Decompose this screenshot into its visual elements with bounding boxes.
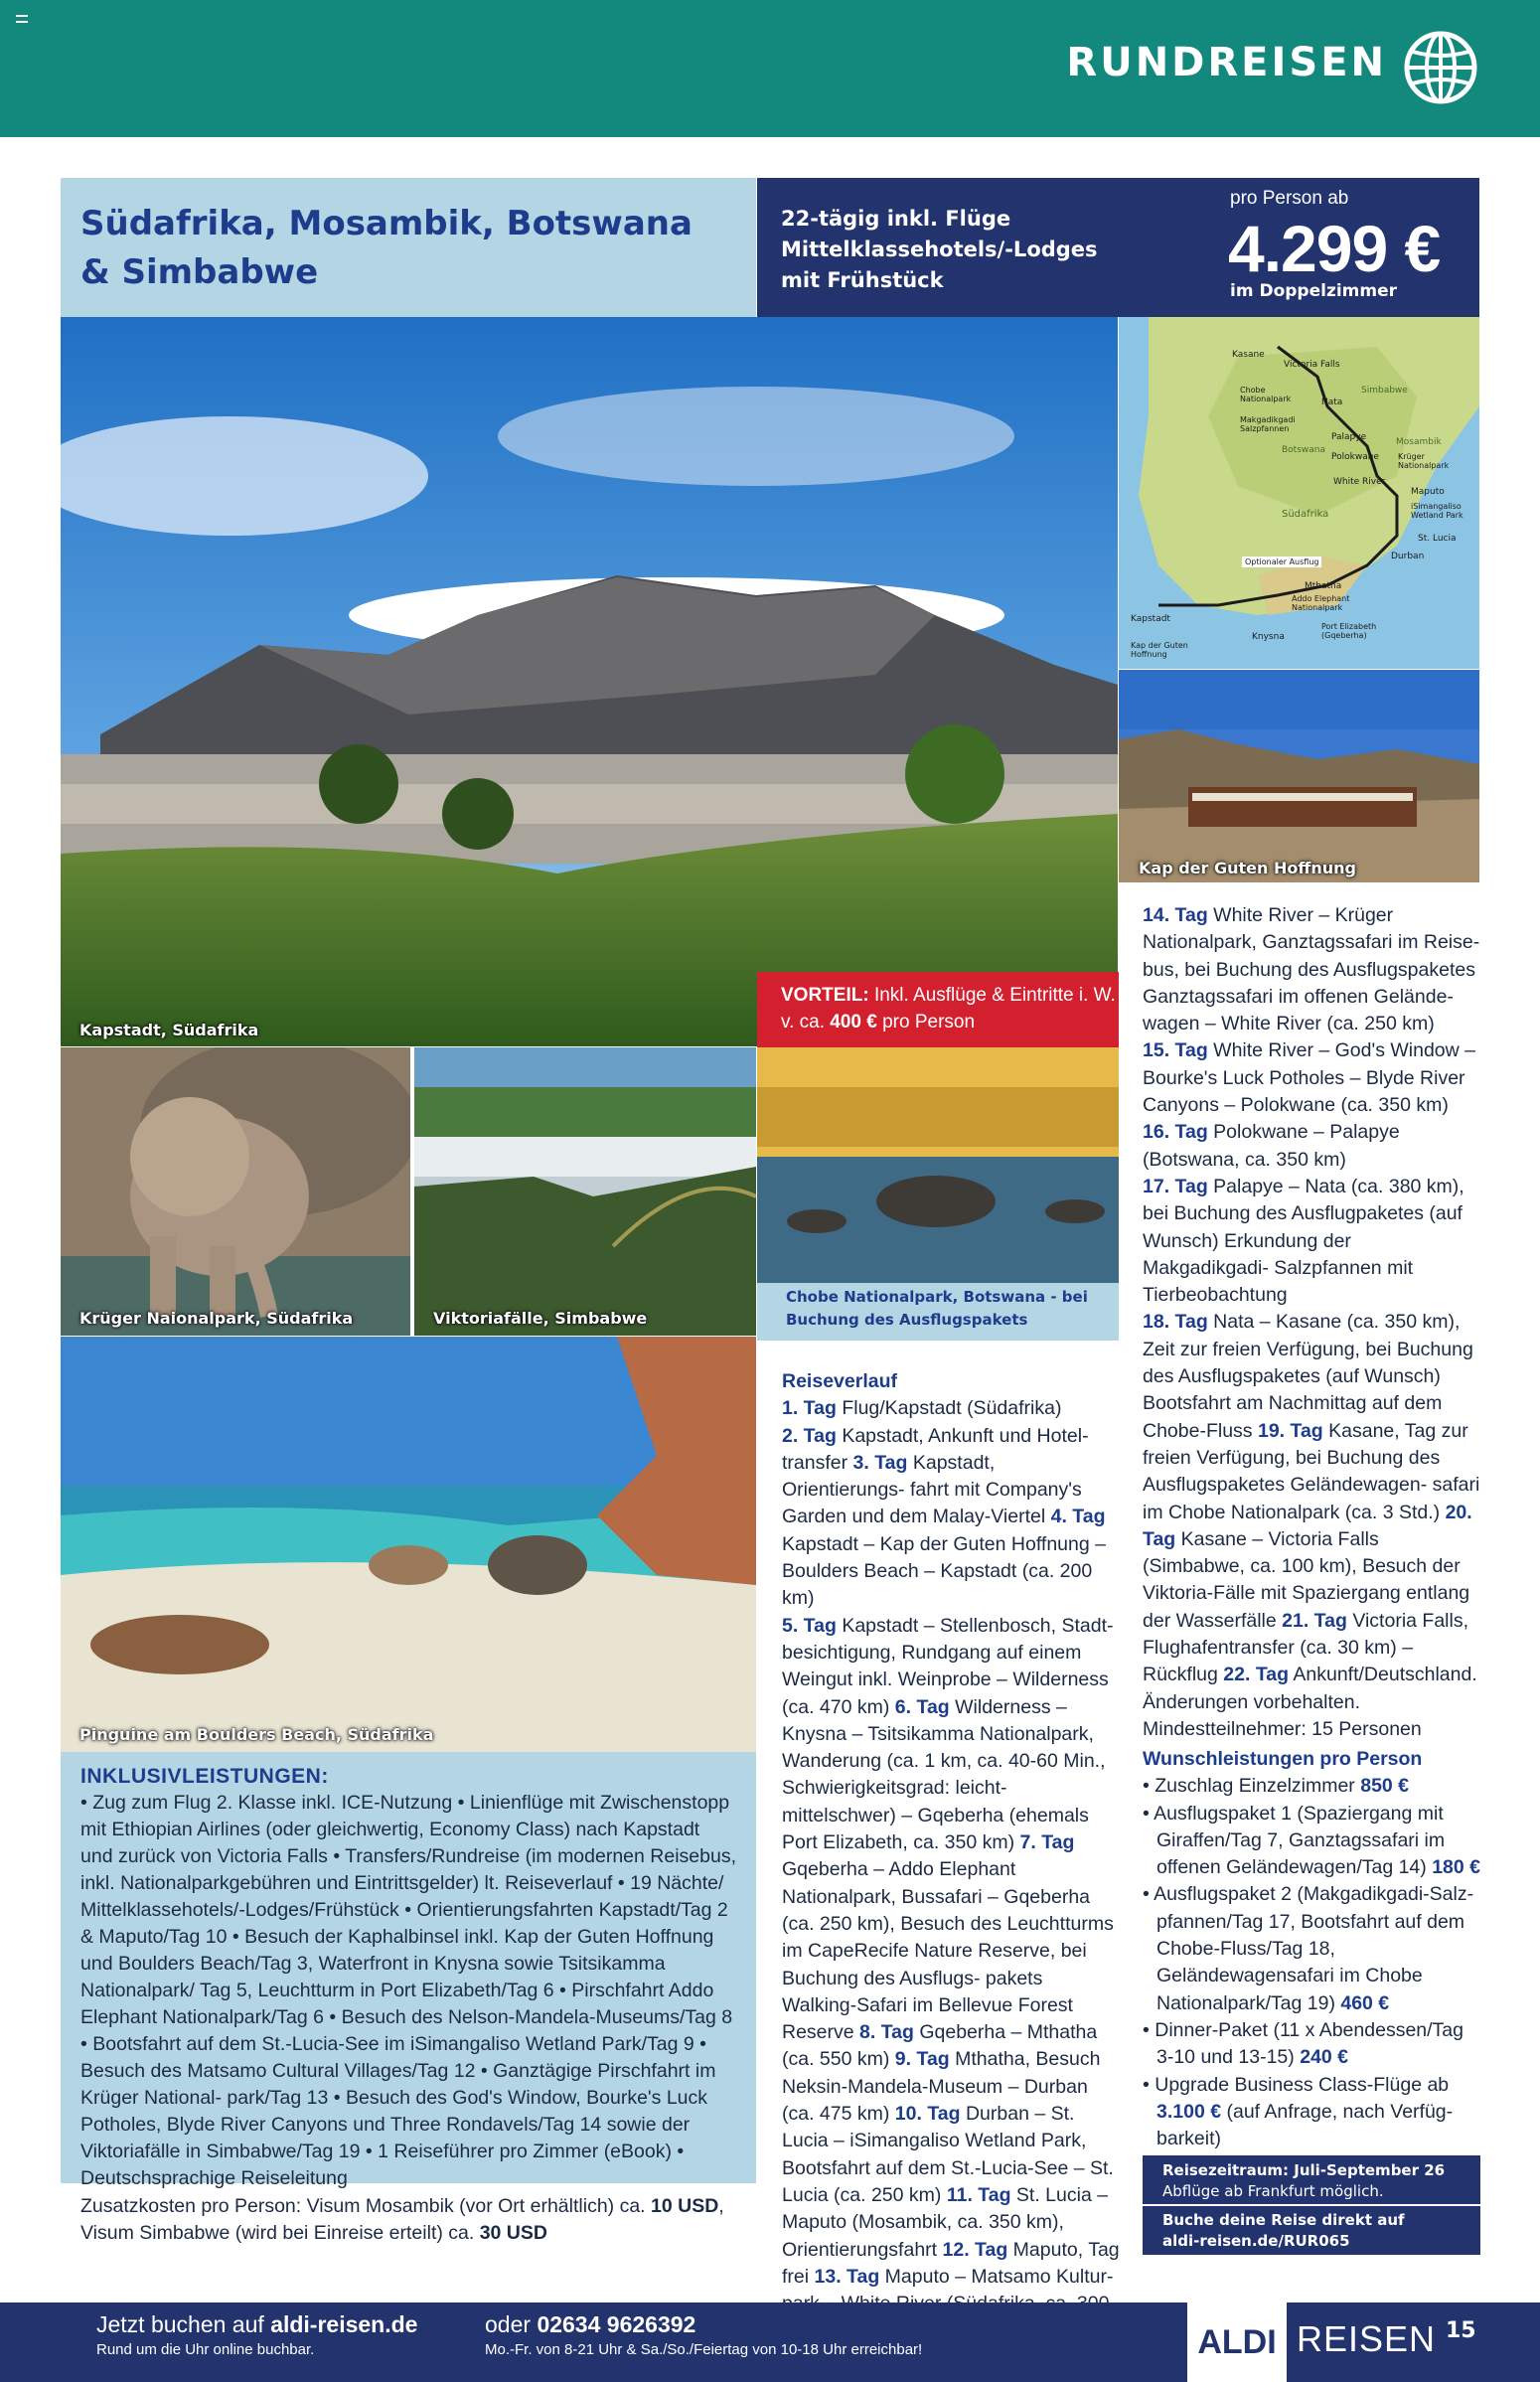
photo-caption-capetown: Kapstadt, Südafrika xyxy=(79,1021,259,1039)
map-label: Kap der Guten Hoffnung xyxy=(1131,641,1188,659)
price-box xyxy=(1230,178,1479,317)
map-label: Maputo xyxy=(1411,487,1445,497)
day-label: 4. Tag xyxy=(1050,1506,1106,1528)
reisezeit-title: Reisezeitraum: Juli-September 26 xyxy=(1162,2161,1446,2179)
footer-hours: Mo.-Fr. von 8-21 Uhr & Sa./So./Feiertag von 10-18 Uhr erreichbar! xyxy=(485,2341,923,2358)
map-label: White River xyxy=(1333,477,1386,487)
wunsch-price: 3.100 € xyxy=(1156,2100,1222,2123)
price: 4.299 € xyxy=(1228,212,1441,285)
wunsch-price: 850 € xyxy=(1360,1775,1410,1798)
reisezeit-sub: Abflüge ab Frankfurt möglich. xyxy=(1162,2182,1384,2200)
day-text: Victoria Falls, Flughafentransfer (ca. 30 km) – Rückflug xyxy=(1143,1609,1469,1686)
zusatzkosten xyxy=(80,2193,736,2247)
map-label: Mthatha xyxy=(1305,581,1342,591)
list-item xyxy=(1143,2017,1482,2072)
min-participants: Mindestteilnehmer: 15 Personen xyxy=(1143,1717,1422,1740)
page-number: 15 xyxy=(1446,2318,1476,2343)
offer-features: 22-tägig inkl. Flüge Mittelklassehotels/-Lodges mit Frühstück xyxy=(781,207,1098,292)
zusatz-text: Zusatzkosten pro Person: Visum Mosambik (vor Ort erhältlich) ca. xyxy=(80,2195,652,2217)
day-text: Ankunft/Deutschland. xyxy=(1289,1664,1477,1686)
footer-phone xyxy=(485,2311,695,2338)
day-label: 5. Tag xyxy=(782,1614,837,1637)
itinerary-text-1 xyxy=(782,1395,1120,2344)
wunsch-text: • Zuschlag Einzelzimmer xyxy=(1143,1775,1361,1798)
photo-cape xyxy=(1119,670,1479,882)
aldi-logo: ALDI xyxy=(1187,2303,1287,2382)
list-item xyxy=(1143,1801,1482,1882)
day-label: 2. Tag xyxy=(782,1424,837,1447)
photo-elephant xyxy=(61,1047,410,1336)
itinerary-column-1 xyxy=(782,1368,1120,2345)
map-label: Krüger Nationalpark xyxy=(1398,452,1450,470)
day-text: Kapstadt, Orientierungs- fahrt mit Company's Garden und dem Malay-Viertel xyxy=(782,1451,1082,1528)
section-title: RUNDREISEN xyxy=(1066,40,1387,85)
day-label: 16. Tag xyxy=(1143,1121,1208,1144)
day-text: White River – God's Window – Bourke's Luck Potholes – Blyde River Canyons – Polokwane (ca. 350 km) xyxy=(1143,1039,1475,1117)
day-label: 10. Tag xyxy=(894,2103,961,2126)
day-text: Maputo – Matsamo Kultur- xyxy=(884,2265,1114,2288)
map-label: Kapstadt xyxy=(1131,614,1170,624)
vorteil-amount: 400 € xyxy=(830,1012,877,1032)
day-text: Wilderness – Knysna – Tsitsikamma Nationalpark, Wanderung (ca. 1 km, ca. 40-60 Min., Schwierigkeitsgrad: leicht-mittelschwer) – Gqeberha (ehemals Port Elizabeth, ca. 350 km) xyxy=(782,1695,1106,1854)
price-prefix: pro Person ab xyxy=(1230,188,1349,209)
map-label: Kasane xyxy=(1232,350,1265,360)
map-label: Makgadikgadi Salzpfannen xyxy=(1240,415,1296,433)
wunsch-price: 180 € xyxy=(1432,1856,1481,1879)
map-label: Südafrika xyxy=(1282,509,1329,520)
day-text: White River – Krüger Nationalpark, Ganztagssafari im Reise- bus, bei Buchung des Ausflugspaketes Ganztagssafari im offenen Gelände- wagen – White River (ca. 250 km) xyxy=(1143,904,1480,1035)
inklusiv-heading: INKLUSIVLEISTUNGEN: xyxy=(80,1765,329,1788)
day-label: 13. Tag xyxy=(814,2265,880,2288)
vorteil-suffix: pro Person xyxy=(876,1012,976,1032)
vorteil-banner xyxy=(757,972,1119,1047)
map-label: St. Lucia xyxy=(1418,534,1457,544)
wunsch-price: 460 € xyxy=(1340,1991,1390,2014)
day-text: Kasane, Tag zur freien Verfügung, bei Buchung des Ausflugspaketes Geländewagen- safari im Chobe Nationalpark (ca. 3 Std.) xyxy=(1143,1419,1480,1523)
phone-number[interactable]: 02634 9626392 xyxy=(537,2311,696,2337)
wunsch-text: • Ausflugspaket 1 (Spaziergang mit Giraffen/Tag 7, Ganztagssafari im offenen Geländewagen/Tag 14) xyxy=(1143,1802,1446,1879)
zusatz-amount: 30 USD xyxy=(479,2222,547,2244)
offer-title-box xyxy=(61,178,756,317)
vorteil-label: VORTEIL: xyxy=(781,985,869,1006)
day-label: 3. Tag xyxy=(852,1451,908,1474)
day-text: Polokwane – Palapye (Botswana, ca. 350 km) xyxy=(1143,1121,1400,1171)
day-label: 1. Tag xyxy=(782,1397,837,1420)
map-label: Botswana xyxy=(1282,445,1325,455)
map-label: Polokwane xyxy=(1331,452,1379,462)
wunsch-after: (auf Anfrage, nach Verfüg- barkeit) xyxy=(1156,2100,1454,2150)
map-legend: Optionaler Ausflug xyxy=(1242,556,1321,567)
map-label: Chobe Nationalpark xyxy=(1240,386,1292,403)
day-label: 17. Tag xyxy=(1143,1175,1208,1197)
day-label: 9. Tag xyxy=(894,2048,950,2071)
menu-icon[interactable] xyxy=(16,15,28,23)
list-item xyxy=(1143,2072,1482,2153)
divider xyxy=(1143,2204,1480,2206)
day-text: Flug/Kapstadt (Südafrika) xyxy=(836,1397,1062,1420)
day-text: Mthatha, Besuch Neksin-Mandela-Museum – Durban (ca. 475 km) xyxy=(782,2048,1101,2126)
itinerary-note: Änderungen vorbehalten. xyxy=(1143,1690,1361,1713)
day-text: Gqeberha – Addo Elephant Nationalpark, Bussafari – Gqeberha (ca. 250 km), Besuch des Leuchtturms im CapeRecife Nature Reserve, bei Buchung des Ausflugs- pakets Walking-Safari im Bellevue Forest Reserve xyxy=(782,1858,1114,2044)
wunsch-text: • Upgrade Business Class-Flüge ab xyxy=(1143,2073,1450,2096)
photo-beach xyxy=(61,1337,756,1752)
photo-caption-elephant: Krüger Naionalpark, Südafrika xyxy=(79,1309,354,1328)
map-label: Palapye xyxy=(1331,432,1367,442)
day-text: Kapstadt – Kap der Guten Hoffnung – Boulders Beach – Kapstadt (ca. 200 km) xyxy=(782,1532,1106,1610)
photo-chobe xyxy=(757,1047,1119,1283)
inklusiv-text: • Zug zum Flug 2. Klasse inkl. ICE-Nutzung • Linienflüge mit Zwischenstopp mit Ethiopian Airlines (oder gleichwertig, Economy Class) nach Kapstadt und zurück von Victoria Falls • Transfers/Rundreise (im modernen Reisebus, inkl. Nationalparkgebühren und Eintrittsgelder) lt. Reiseverlauf • 19 Nächte/ Mittelklassehotels/-Lodges/Frühstück • Orientierungsfahrten Kapstadt/Tag 2 & Maputo/Tag 10 • Besuch der Kaphalbinsel inkl. Kap der Guten Hoffnung und Boulders Beach/Tag 3, Waterfront in Knysna sowie Tsitsikamma Nationalpark/ Tag 5, Leuchtturm in Port Elizabeth/Tag 6 • Pirschfahrt Addo Elephant Nationalpark/Tag 6 • Besuch des Nelson-Mandela-Museums/Tag 8 • Bootsfahrt auf dem St.-Lucia-See im iSimangaliso Wetland Park/Tag 9 • Besuch des Matsamo Cultural Villages/Tag 12 • Ganztägige Pirschfahrt im Krüger National- park/Tag 13 • Besuch des God's Window, Bourke's Luck Potholes, Blyde River Canyons und Three Rondavels/Tag 14 sowie der Viktoriafälle in Simbabwe/Tag 19 • 1 Reiseführer pro Zimmer (eBook) • Deutschsprachige Reiseleitung xyxy=(80,1792,737,2189)
day-label: 18. Tag xyxy=(1143,1311,1208,1334)
footer-text: Jetzt buchen auf xyxy=(96,2311,271,2337)
price-suffix: im Doppelzimmer xyxy=(1230,281,1398,301)
footer-booking xyxy=(96,2311,417,2338)
day-label: 7. Tag xyxy=(1019,1831,1075,1854)
map-label: Durban xyxy=(1391,552,1425,561)
zusatz-text: , Visum Simbabwe (wird bei Einreise erteilt) ca. xyxy=(80,2195,724,2244)
booking-link[interactable]: aldi-reisen.de/RUR065 xyxy=(1162,2232,1350,2250)
day-text: Durban – St. Lucia – iSimangaliso Wetland Park, Bootsfahrt auf dem St.-Lucia-See – St. Lucia (ca. 250 km) xyxy=(782,2103,1114,2206)
photo-caption-chobe: Chobe Nationalpark, Botswana - bei Buchung des Ausflugspakets xyxy=(757,1283,1119,1341)
day-label: 20. Tag xyxy=(1143,1501,1472,1550)
day-label: 14. Tag xyxy=(1143,904,1208,926)
offer-features-box xyxy=(757,178,1230,317)
day-label: 22. Tag xyxy=(1223,1664,1290,1686)
wunsch-text: • Dinner-Paket (11 x Abendessen/Tag 3-10 und 13-15) xyxy=(1143,2018,1463,2069)
map-label: iSimangaliso Wetland Park xyxy=(1411,502,1463,520)
footer-site-link[interactable]: aldi-reisen.de xyxy=(270,2311,418,2337)
day-label: 19. Tag xyxy=(1257,1419,1323,1442)
map-label: Addo Elephant Nationalpark xyxy=(1292,594,1350,612)
globe-icon xyxy=(1403,30,1478,105)
vorteil-text: Inkl. Ausflüge & Eintritte i. W. v. ca. xyxy=(781,985,1116,1032)
day-text: St. Lucia – Maputo (Mosambik, ca. 350 km), Orientierungsfahrt xyxy=(782,2183,1109,2261)
photo-capetown xyxy=(61,317,1118,1046)
photo-falls xyxy=(414,1047,756,1336)
reisen-logo: REISEN xyxy=(1297,2318,1437,2359)
wunschleistungen xyxy=(1143,1746,1482,2152)
day-label: 15. Tag xyxy=(1143,1039,1208,1062)
footer-text: oder xyxy=(485,2311,538,2337)
map-label: Nata xyxy=(1321,397,1343,407)
map-label: Mosambik xyxy=(1396,437,1442,447)
wunsch-text: • Ausflugspaket 2 (Makgadikgadi-Salz- pfannen/Tag 17, Bootsfahrt auf dem Chobe-Fluss/Tag 18, Geländewagensafari im Chobe Nationalpark/Tag 19) xyxy=(1143,1883,1474,2014)
day-text: Palapye – Nata (ca. 380 km), bei Buchung des Ausflugpaketes (auf Wunsch) Erkundung der Makgadikgadi- Salzpfannen mit Tierbeobachtung xyxy=(1143,1175,1464,1307)
booking-text: Buche deine Reise direkt auf xyxy=(1162,2211,1405,2229)
itinerary-column-2 xyxy=(1143,902,1482,1743)
day-text: Kasane – Victoria Falls (Simbabwe, ca. 100 km), Besuch der Viktoria-Fälle mit Spaziergang entlang der Wasserfälle xyxy=(1143,1527,1470,1632)
map-label: Port Elizabeth (Gqeberha) xyxy=(1321,622,1377,640)
day-label: 8. Tag xyxy=(859,2021,914,2044)
footer-online: Rund um die Uhr online buchbar. xyxy=(96,2341,315,2358)
photo-caption-beach: Pinguine am Boulders Beach, Südafrika xyxy=(79,1725,434,1744)
day-text: Nata – Kasane (ca. 350 km), Zeit zur freien Verfügung, bei Buchung des Ausflugspaketes (auf Wunsch) Bootsfahrt am Nachmittag auf dem Chobe-Fluss xyxy=(1143,1311,1473,1442)
wunsch-price: 240 € xyxy=(1300,2046,1348,2069)
offer-title: Südafrika, Mosambik, Botswana & Simbabwe xyxy=(80,204,693,292)
photo-caption-cape: Kap der Guten Hoffnung xyxy=(1139,859,1356,877)
list-item xyxy=(1143,1773,1482,1800)
day-text: Maputo, Tag frei xyxy=(782,2238,1120,2288)
day-label: 11. Tag xyxy=(946,2183,1011,2206)
map-label: Knysna xyxy=(1252,632,1285,642)
map-label: Simbabwe xyxy=(1361,386,1408,396)
day-text: Gqeberha – Mthatha (ca. 550 km) xyxy=(782,2021,1098,2071)
zusatz-amount: 10 USD xyxy=(651,2195,719,2217)
day-label: 6. Tag xyxy=(894,1695,950,1718)
itinerary-heading: Reiseverlauf xyxy=(782,1370,897,1392)
map-label: Victoria Falls xyxy=(1284,360,1340,370)
photo-caption-falls: Viktoriafälle, Simbabwe xyxy=(433,1309,648,1328)
day-label: 12. Tag xyxy=(942,2238,1008,2261)
day-text: Kapstadt – Stellenbosch, Stadt- besichtigung, Rundgang auf einem Weingut inkl. Weinprobe – Wilderness (ca. 470 km) xyxy=(782,1614,1114,1718)
day-text: Kapstadt, Ankunft und Hotel- transfer xyxy=(782,1424,1089,1474)
wunsch-heading: Wunschleistungen pro Person xyxy=(1143,1748,1423,1770)
booking-box xyxy=(1143,2155,1480,2255)
day-label: 21. Tag xyxy=(1282,1609,1347,1632)
list-item xyxy=(1143,1881,1482,2016)
inklusiv-box xyxy=(61,1752,756,2189)
